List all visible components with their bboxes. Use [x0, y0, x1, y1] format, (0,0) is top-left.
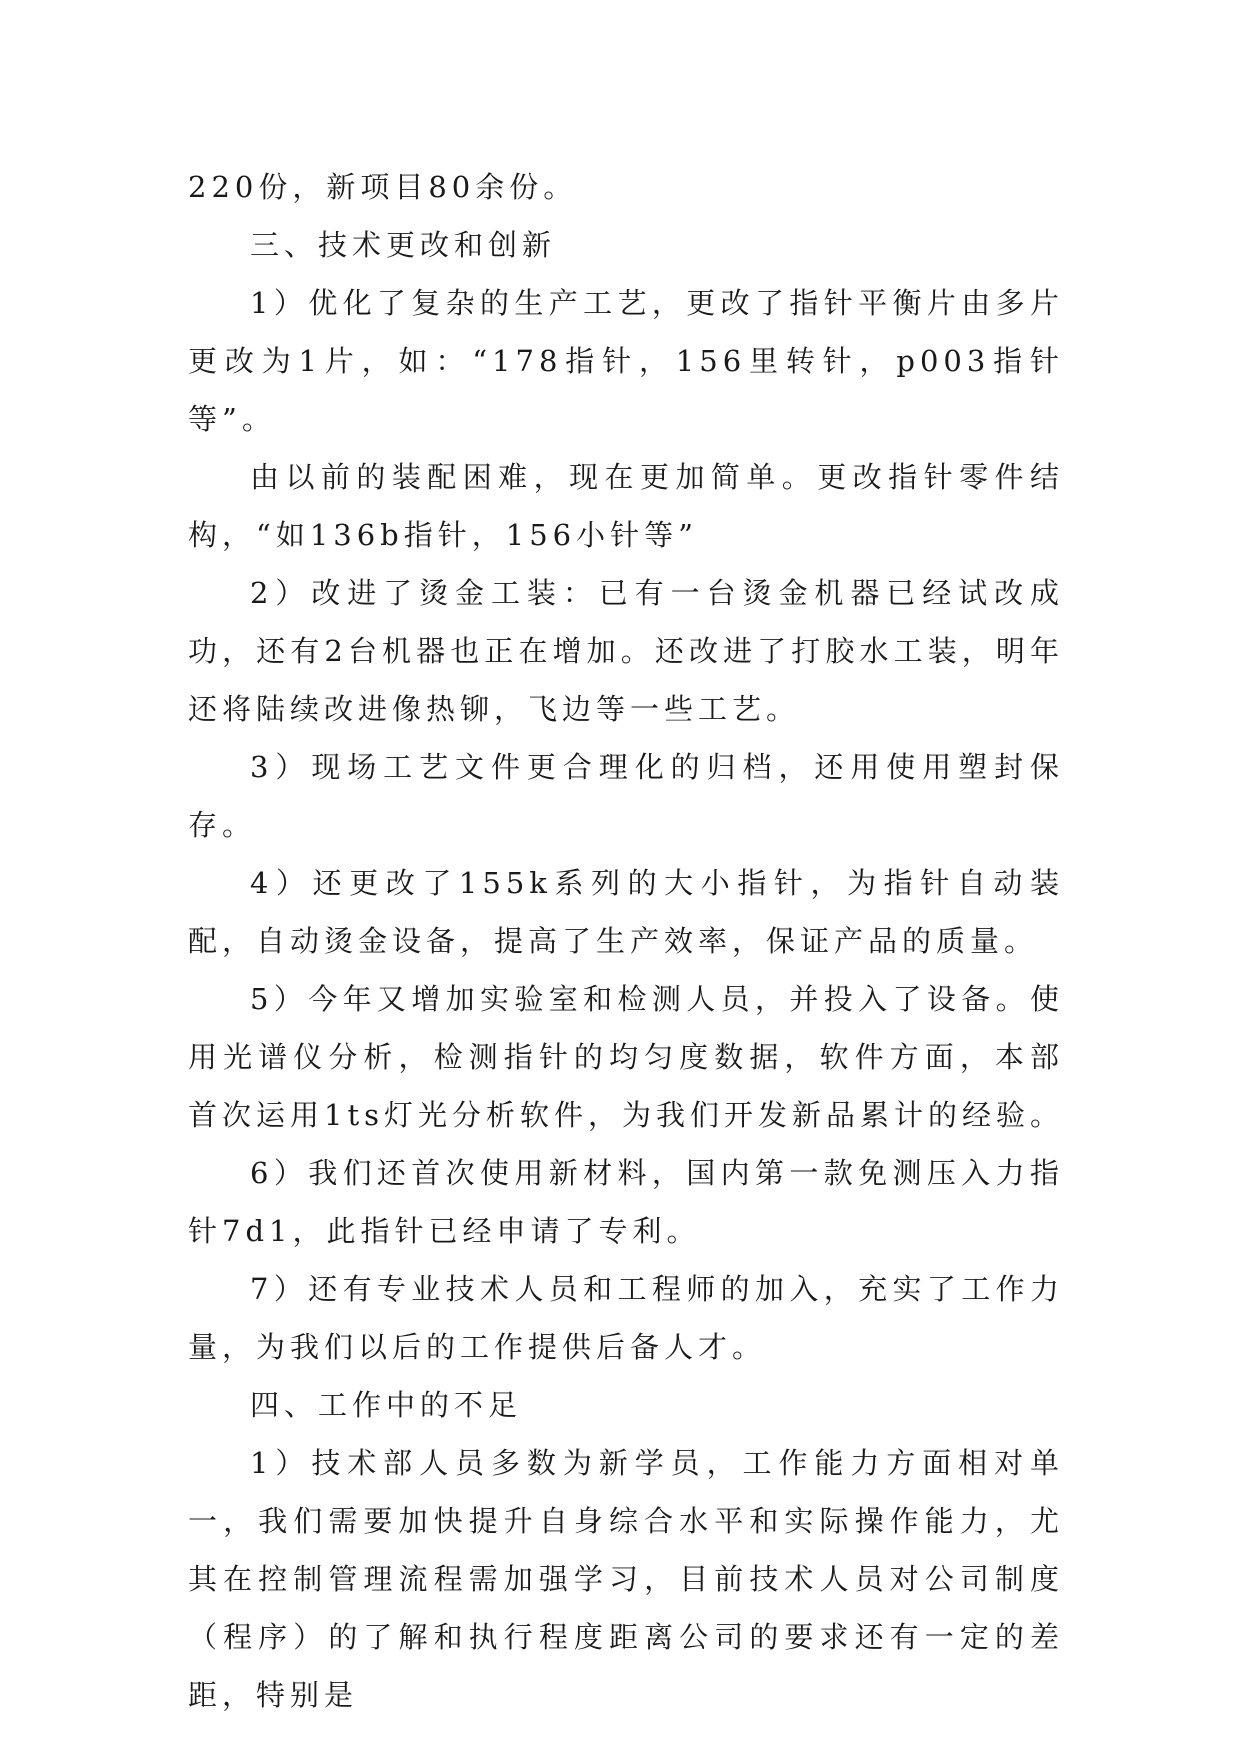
list-item: 3）现场工艺文件更合理化的归档，还用使用塑封保存。	[188, 750, 1064, 842]
list-item: 6）我们还首次使用新材料，国内第一款免测压入力指针7d1，此指针已经申请了专利。	[188, 1156, 1064, 1248]
list-item: 1）技术部人员多数为新学员，工作能力方面相对单一，我们需要加快提升自身综合水平和实际操作能力，尤其在控制管理流程需加强学习，目前技术人员对公司制度（程序）的了解和执行程度距离公司的要求还有一定的差距，特别是	[188, 1446, 1064, 1712]
list-item: 2）改进了烫金工装：已有一台烫金机器已经试改成功，还有2台机器也正在增加。还改进了打胶水工装，明年还将陆续改进像热铆，飞边等一些工艺。	[188, 576, 1064, 726]
list-item: 1）优化了复杂的生产工艺，更改了指针平衡片由多片更改为1片，如：“178指针，156里转针，p003指针等”。	[188, 286, 1064, 436]
list-item: 5）今年又增加实验室和检测人员，并投入了设备。使用光谱仪分析，检测指针的均匀度数据，软件方面，本部首次运用1ts灯光分析软件，为我们开发新品累计的经验。	[188, 982, 1064, 1132]
section-heading-shortcomings: 四、工作中的不足	[250, 1388, 523, 1422]
list-item: 4）还更改了155k系列的大小指针，为指针自动装配，自动烫金设备，提高了生产效率，保证产品的质量。	[188, 866, 1064, 958]
document-body	[188, 158, 1064, 1724]
paragraph-continuation: 220份，新项目80余份。	[188, 170, 578, 204]
section-heading-tech-changes: 三、技术更改和创新	[250, 228, 557, 262]
paragraph: 由以前的装配困难，现在更加简单。更改指针零件结构，“如136b指针，156小针等”	[188, 460, 1064, 552]
list-item: 7）还有专业技术人员和工程师的加入，充实了工作力量，为我们以后的工作提供后备人才。	[188, 1272, 1064, 1364]
